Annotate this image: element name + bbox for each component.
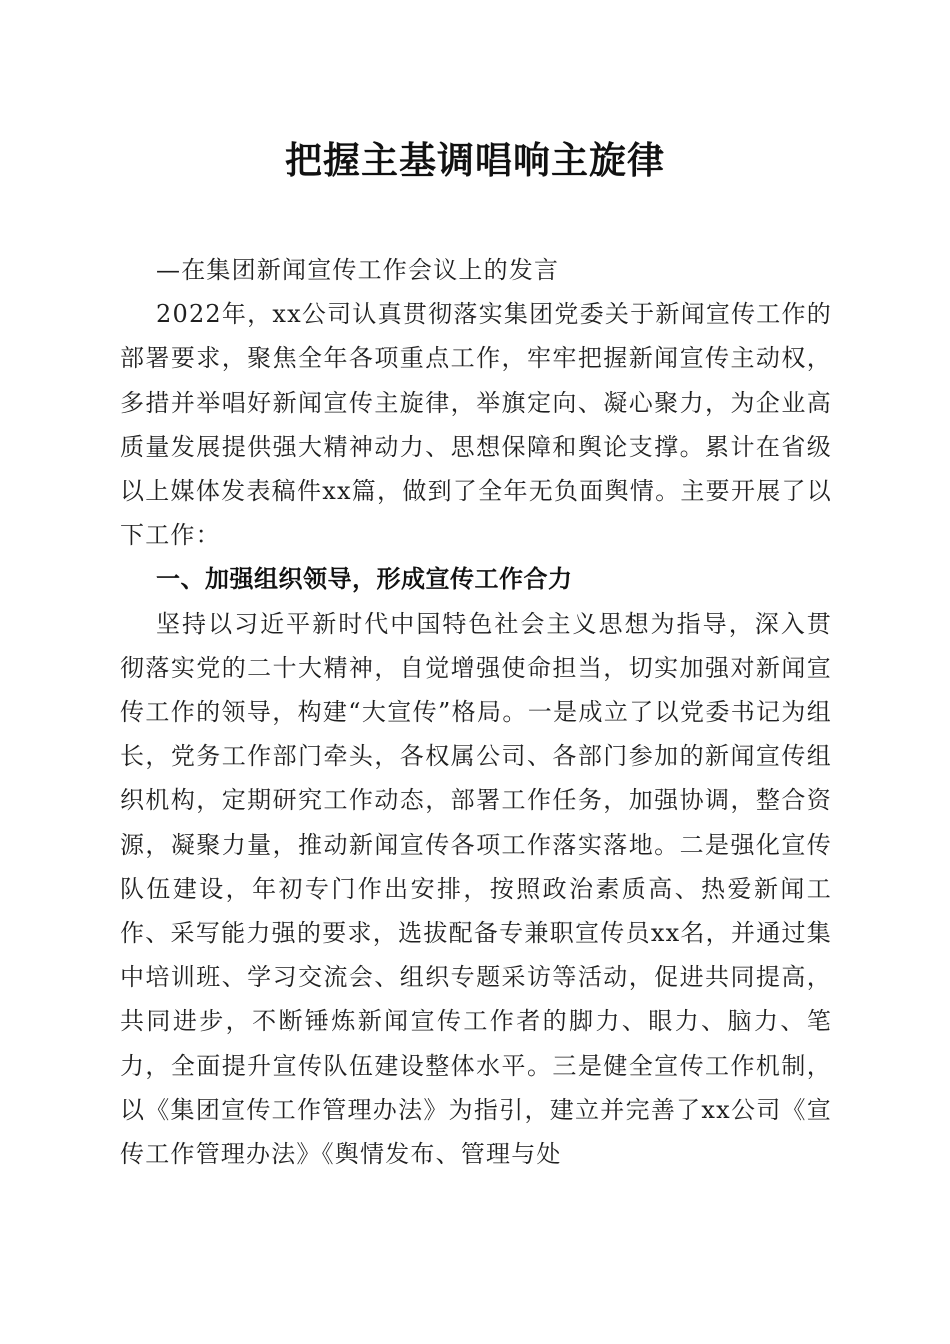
document-body [120, 248, 832, 1176]
section-paragraph: 坚持以习近平新时代中国特色社会主义思想为指导，深入贯彻落实党的二十大精神，自觉增强使命担当，切实加强对新闻宣传工作的领导，构建“大宣传”格局。一是成立了以党委书记为组长，党务工作部门牵头，各权属公司、各部门参加的新闻宣传组织机构，定期研究工作动态，部署工作任务，加强协调，整合资源，凝聚力量，推动新闻宣传各项工作落实落地。二是强化宣传队伍建设，年初专门作出安排，按照政治素质高、热爱新闻工作、采写能力强的要求，选拔配备专兼职宣传员xx名，并通过集中培训班、学习交流会、组织专题采访等活动，促进共同提高，共同进步，不断锤炼新闻宣传工作者的脚力、眼力、脑力、笔力，全面提升宣传队伍建设整体水平。三是健全宣传工作机制，以《集团宣传工作管理办法》为指引，建立并完善了xx公司《宣传工作管理办法》《舆情发布、管理与处 [120, 609, 832, 1169]
document-title: 把握主基调唱响主旋律 [285, 138, 665, 182]
subtitle: —在集团新闻宣传工作会议上的发言 [156, 256, 560, 284]
section-heading: 一、加强组织领导，形成宣传工作合力 [156, 565, 573, 594]
intro-paragraph: 2022年，xx公司认真贯彻落实集团党委关于新闻宣传工作的部署要求，聚焦全年各项重点工作，牢牢把握新闻宣传主动权，多措并举唱好新闻宣传主旋律，举旗定向、凝心聚力，为企业高质量发展提供强大精神动力、思想保障和舆论支撑。累计在省级以上媒体发表稿件xx篇，做到了全年无负面舆情。主要开展了以下工作： [120, 300, 832, 550]
